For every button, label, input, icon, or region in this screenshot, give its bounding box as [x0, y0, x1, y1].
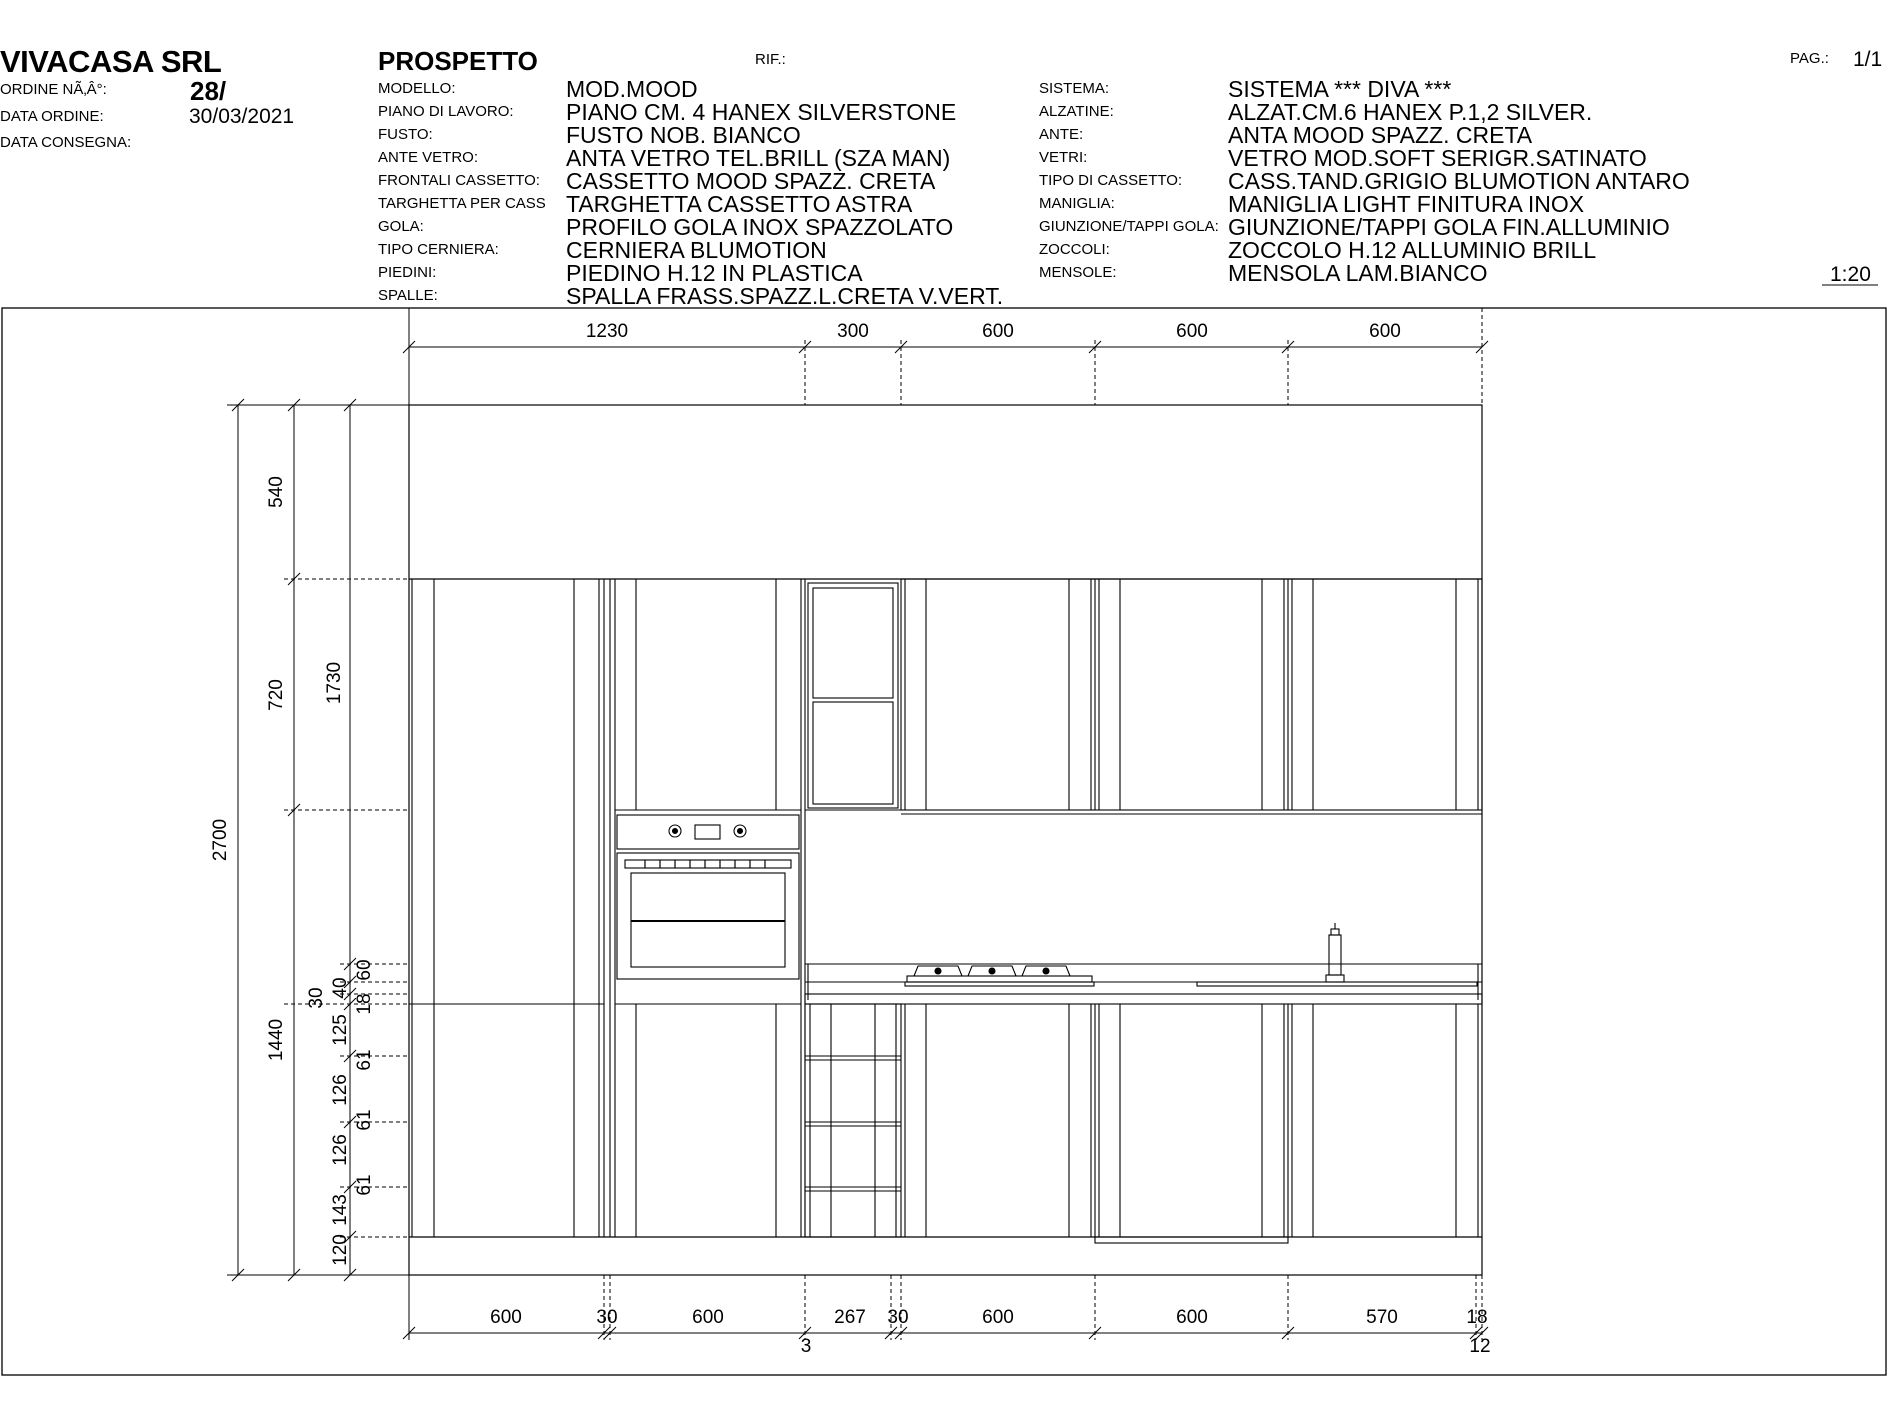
spec-value: MANIGLIA LIGHT FINITURA INOX	[1228, 191, 1585, 217]
spec-value: ANTA VETRO TEL.BRILL (SZA MAN)	[566, 145, 951, 171]
dim-left-detail: 61	[354, 1174, 375, 1196]
dim-bottom: 600	[692, 1307, 724, 1328]
dim-left-detail: 126	[330, 1074, 351, 1106]
oven	[617, 815, 799, 979]
spec-value: PIEDINO H.12 IN PLASTICA	[566, 260, 863, 286]
reference-label: RIF.:	[755, 51, 786, 68]
spec-value: SISTEMA *** DIVA ***	[1228, 76, 1452, 102]
upper-open-shelf	[805, 583, 901, 810]
dim-left-detail: 143	[330, 1194, 351, 1226]
dim-bottom: 600	[1176, 1307, 1208, 1328]
dim-left-detail: 60	[354, 959, 375, 981]
dim-left-detail: 30	[306, 987, 327, 1009]
company-name: VIVACASA SRL	[0, 44, 222, 79]
spec-label: MENSOLE:	[1039, 264, 1117, 281]
spec-label: TARGHETTA PER CASS	[378, 195, 546, 212]
dim-bottom: 267	[834, 1307, 866, 1328]
dim-left: 540	[266, 476, 287, 508]
dim-top: 1230	[585, 321, 629, 342]
order-date-label: DATA ORDINE:	[0, 108, 104, 125]
spec-value: SPALLA FRASS.SPAZZ.L.CRETA V.VERT.	[566, 283, 1004, 309]
dim-bottom: 570	[1366, 1307, 1398, 1328]
spec-label: SISTEMA:	[1039, 80, 1110, 97]
dim-left-detail: 18	[354, 993, 375, 1015]
spec-value: PROFILO GOLA INOX SPAZZOLATO	[566, 214, 954, 240]
page-number: 1/1	[1853, 48, 1883, 71]
dim-left-detail: 61	[354, 1109, 375, 1131]
spec-label: GOLA:	[378, 218, 424, 235]
base-units	[805, 1004, 1478, 1243]
dim-left: 1440	[266, 1018, 287, 1062]
dim-top: 300	[837, 321, 869, 342]
left-dimension-lines	[227, 405, 409, 1275]
dim-left-detail: 120	[330, 1234, 351, 1266]
dim-top: 600	[1176, 321, 1208, 342]
spec-label: ZOCCOLI:	[1039, 241, 1110, 258]
spec-value: MOD.MOOD	[566, 76, 698, 102]
order-date: 30/03/2021	[189, 105, 295, 128]
page-label: PAG.:	[1790, 50, 1829, 67]
dim-bottom: 600	[982, 1307, 1014, 1328]
spec-label: PIEDINI:	[378, 264, 437, 281]
elevation-outline	[409, 405, 1482, 1275]
order-number-label: ORDINE NÃ‚Â°:	[0, 81, 107, 98]
spec-label: FRONTALI CASSETTO:	[378, 172, 540, 189]
dim-bottom: 18	[1466, 1307, 1488, 1328]
spec-label: FUSTO:	[378, 126, 433, 143]
oven-knob-icon	[669, 825, 746, 837]
spec-value: PIANO CM. 4 HANEX SILVERSTONE	[566, 99, 957, 125]
faucet-icon	[1197, 923, 1477, 986]
spec-value: CERNIERA BLUMOTION	[566, 237, 827, 263]
oven-column	[610, 579, 805, 1237]
dim-left-1730: 1730	[324, 661, 345, 705]
spec-value: CASSETTO MOOD SPAZZ. CRETA	[566, 168, 936, 194]
spec-label: GIUNZIONE/TAPPI GOLA:	[1039, 218, 1219, 235]
order-number: 28/	[190, 76, 227, 106]
dim-left-total: 2700	[210, 818, 231, 862]
dim-top: 600	[1369, 321, 1401, 342]
dim-top: 600	[982, 321, 1014, 342]
scale-label: 1:20	[1830, 263, 1871, 286]
dim-bottom-small: 12	[1469, 1336, 1491, 1357]
dim-bottom-small: 3	[800, 1336, 812, 1357]
spec-value: MENSOLA LAM.BIANCO	[1228, 260, 1488, 286]
dim-left-detail: 126	[330, 1134, 351, 1166]
spec-value: VETRO MOD.SOFT SERIGR.SATINATO	[1228, 145, 1647, 171]
bottom-dimension	[409, 1275, 1482, 1340]
spec-value: ANTA MOOD SPAZZ. CRETA	[1228, 122, 1533, 148]
upper-wall-units	[901, 579, 1482, 814]
document-title: PROSPETTO	[378, 46, 538, 76]
spec-value: ALZAT.CM.6 HANEX P.1,2 SILVER.	[1228, 99, 1593, 125]
spec-label: ALZATINE:	[1039, 103, 1114, 120]
tall-column	[409, 579, 604, 1237]
spec-label: MODELLO:	[378, 80, 456, 97]
spec-value: GIUNZIONE/TAPPI GOLA FIN.ALLUMINIO	[1228, 214, 1670, 240]
spec-value: TARGHETTA CASSETTO ASTRA	[566, 191, 913, 217]
dim-left-detail: 61	[354, 1049, 375, 1071]
cooktop	[905, 966, 1094, 986]
spec-label: VETRI:	[1039, 149, 1088, 166]
spec-value: ZOCCOLO H.12 ALLUMINIO BRILL	[1228, 237, 1597, 263]
spec-value: FUSTO NOB. BIANCO	[566, 122, 801, 148]
oven-vents	[645, 860, 765, 868]
dim-left-detail: 40	[330, 977, 351, 999]
dim-bottom: 30	[596, 1307, 618, 1328]
spec-value: CASS.TAND.GRIGIO BLUMOTION ANTARO	[1228, 168, 1690, 194]
spec-label: ANTE VETRO:	[378, 149, 479, 166]
dim-bottom: 30	[887, 1307, 909, 1328]
spec-label: TIPO CERNIERA:	[378, 241, 499, 258]
spec-label: PIANO DI LAVORO:	[378, 103, 514, 120]
spec-label: TIPO DI CASSETTO:	[1039, 172, 1183, 189]
drawing-frame	[2, 308, 1886, 1375]
spec-label: SPALLE:	[378, 287, 438, 304]
delivery-date-label: DATA CONSEGNA:	[0, 134, 132, 151]
top-dimension	[409, 308, 1482, 1275]
spec-label: MANIGLIA:	[1039, 195, 1115, 212]
dim-left: 720	[266, 679, 287, 711]
countertop	[805, 964, 1482, 1004]
dim-bottom: 600	[490, 1307, 522, 1328]
spec-label: ANTE:	[1039, 126, 1084, 143]
dim-left-detail: 125	[330, 1014, 351, 1046]
